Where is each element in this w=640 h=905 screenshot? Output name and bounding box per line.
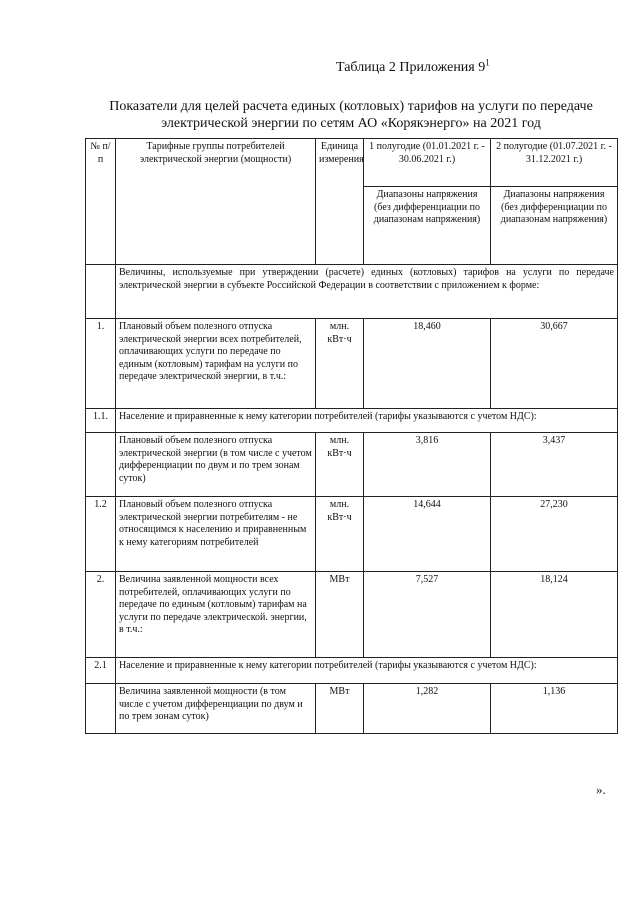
section-text: Население и приравненные к нему категории потребителей (тарифы указываются с учетом НДС):: [116, 409, 618, 433]
row-name: Величина заявленной мощности (в том числе с учетом дифференциации по двум и по трем зонам суток): [116, 684, 316, 734]
header-range1: Диапазоны напряжения (без дифференциации по диапазонам напряжения): [364, 187, 491, 265]
row-num: [86, 684, 116, 734]
table-row: [86, 497, 618, 572]
row-name: Плановый объем полезного отпуска электрической энергии всех потребителей, оплачивающих услуги по передаче по единым (котловым) тарифам на услуги по передаче электрической энергии, в т.ч.:: [116, 319, 316, 409]
row-unit: млн. кВт·ч: [316, 319, 364, 409]
row-unit: МВт: [316, 684, 364, 734]
header-half2: 2 полугодие (01.07.2021 г. - 31.12.2021 г.): [491, 139, 618, 187]
row-value-half1: 18,460: [364, 319, 491, 409]
row-value-half1: 1,282: [364, 684, 491, 734]
table-row: [86, 684, 618, 734]
row-name: Плановый объем полезного отпуска электрической энергии (в том числе с учетом дифференциации по двум и по трем зонам суток): [116, 433, 316, 497]
header-range2: Диапазоны напряжения (без дифференциации по диапазонам напряжения): [491, 187, 618, 265]
table-row: [86, 433, 618, 497]
section-num: 2.1: [86, 658, 116, 684]
table-row: [86, 572, 618, 658]
intro-text: Величины, используемые при утверждении (расчете) единых (котловых) тарифов на услуги по передаче электрической энергии в субъекте Российской Федерации в соответствии с приложением к форме:: [116, 265, 618, 319]
row-num: 2.: [86, 572, 116, 658]
tariff-table: [85, 138, 618, 734]
row-num: 1.2: [86, 497, 116, 572]
row-name: Величина заявленной мощности всех потребителей, оплачивающих услуги по передаче по единым (котловым) тарифам на услуги по передаче электрической. энергии, в т.ч.:: [116, 572, 316, 658]
row-value-half1: 14,644: [364, 497, 491, 572]
row-unit: млн. кВт·ч: [316, 497, 364, 572]
header-row: [86, 139, 618, 187]
row-unit: МВт: [316, 572, 364, 658]
row-unit: млн. кВт·ч: [316, 433, 364, 497]
header-unit: Единица измерения: [316, 139, 364, 265]
table-row: [86, 319, 618, 409]
row-value-half2: 30,667: [491, 319, 618, 409]
row-num: 1.: [86, 319, 116, 409]
section-row: [86, 409, 618, 433]
intro-row: [86, 265, 618, 319]
closing-quote: ».: [596, 782, 606, 797]
row-value-half2: 18,124: [491, 572, 618, 658]
header-half1: 1 полугодие (01.01.2021 г. - 30.06.2021 г.): [364, 139, 491, 187]
row-value-half2: 1,136: [491, 684, 618, 734]
document-title: Показатели для целей расчета единых (котловых) тарифов на услуги по передаче электрической энергии по сетям АО «Корякэнерго» на 2021 год: [109, 99, 593, 131]
row-value-half1: 3,816: [364, 433, 491, 497]
row-value-half1: 7,527: [364, 572, 491, 658]
section-num: 1.1.: [86, 409, 116, 433]
header-groups: Тарифные группы потребителей электрической энергии (мощности): [116, 139, 316, 265]
row-name: Плановый объем полезного отпуска электрической энергии потребителям - не относящимся к населению и приравненным к нему категориям потребителей: [116, 497, 316, 572]
section-text: Население и приравненные к нему категории потребителей (тарифы указываются с учетом НДС):: [116, 658, 618, 684]
appendix-label: Таблица 2 Приложения $9^1$: [336, 57, 490, 75]
row-value-half2: 27,230: [491, 497, 618, 572]
header-num: № п/п: [86, 139, 116, 265]
section-row: [86, 658, 618, 684]
row-num: [86, 433, 116, 497]
intro-num-cell: [86, 265, 116, 319]
row-value-half2: 3,437: [491, 433, 618, 497]
